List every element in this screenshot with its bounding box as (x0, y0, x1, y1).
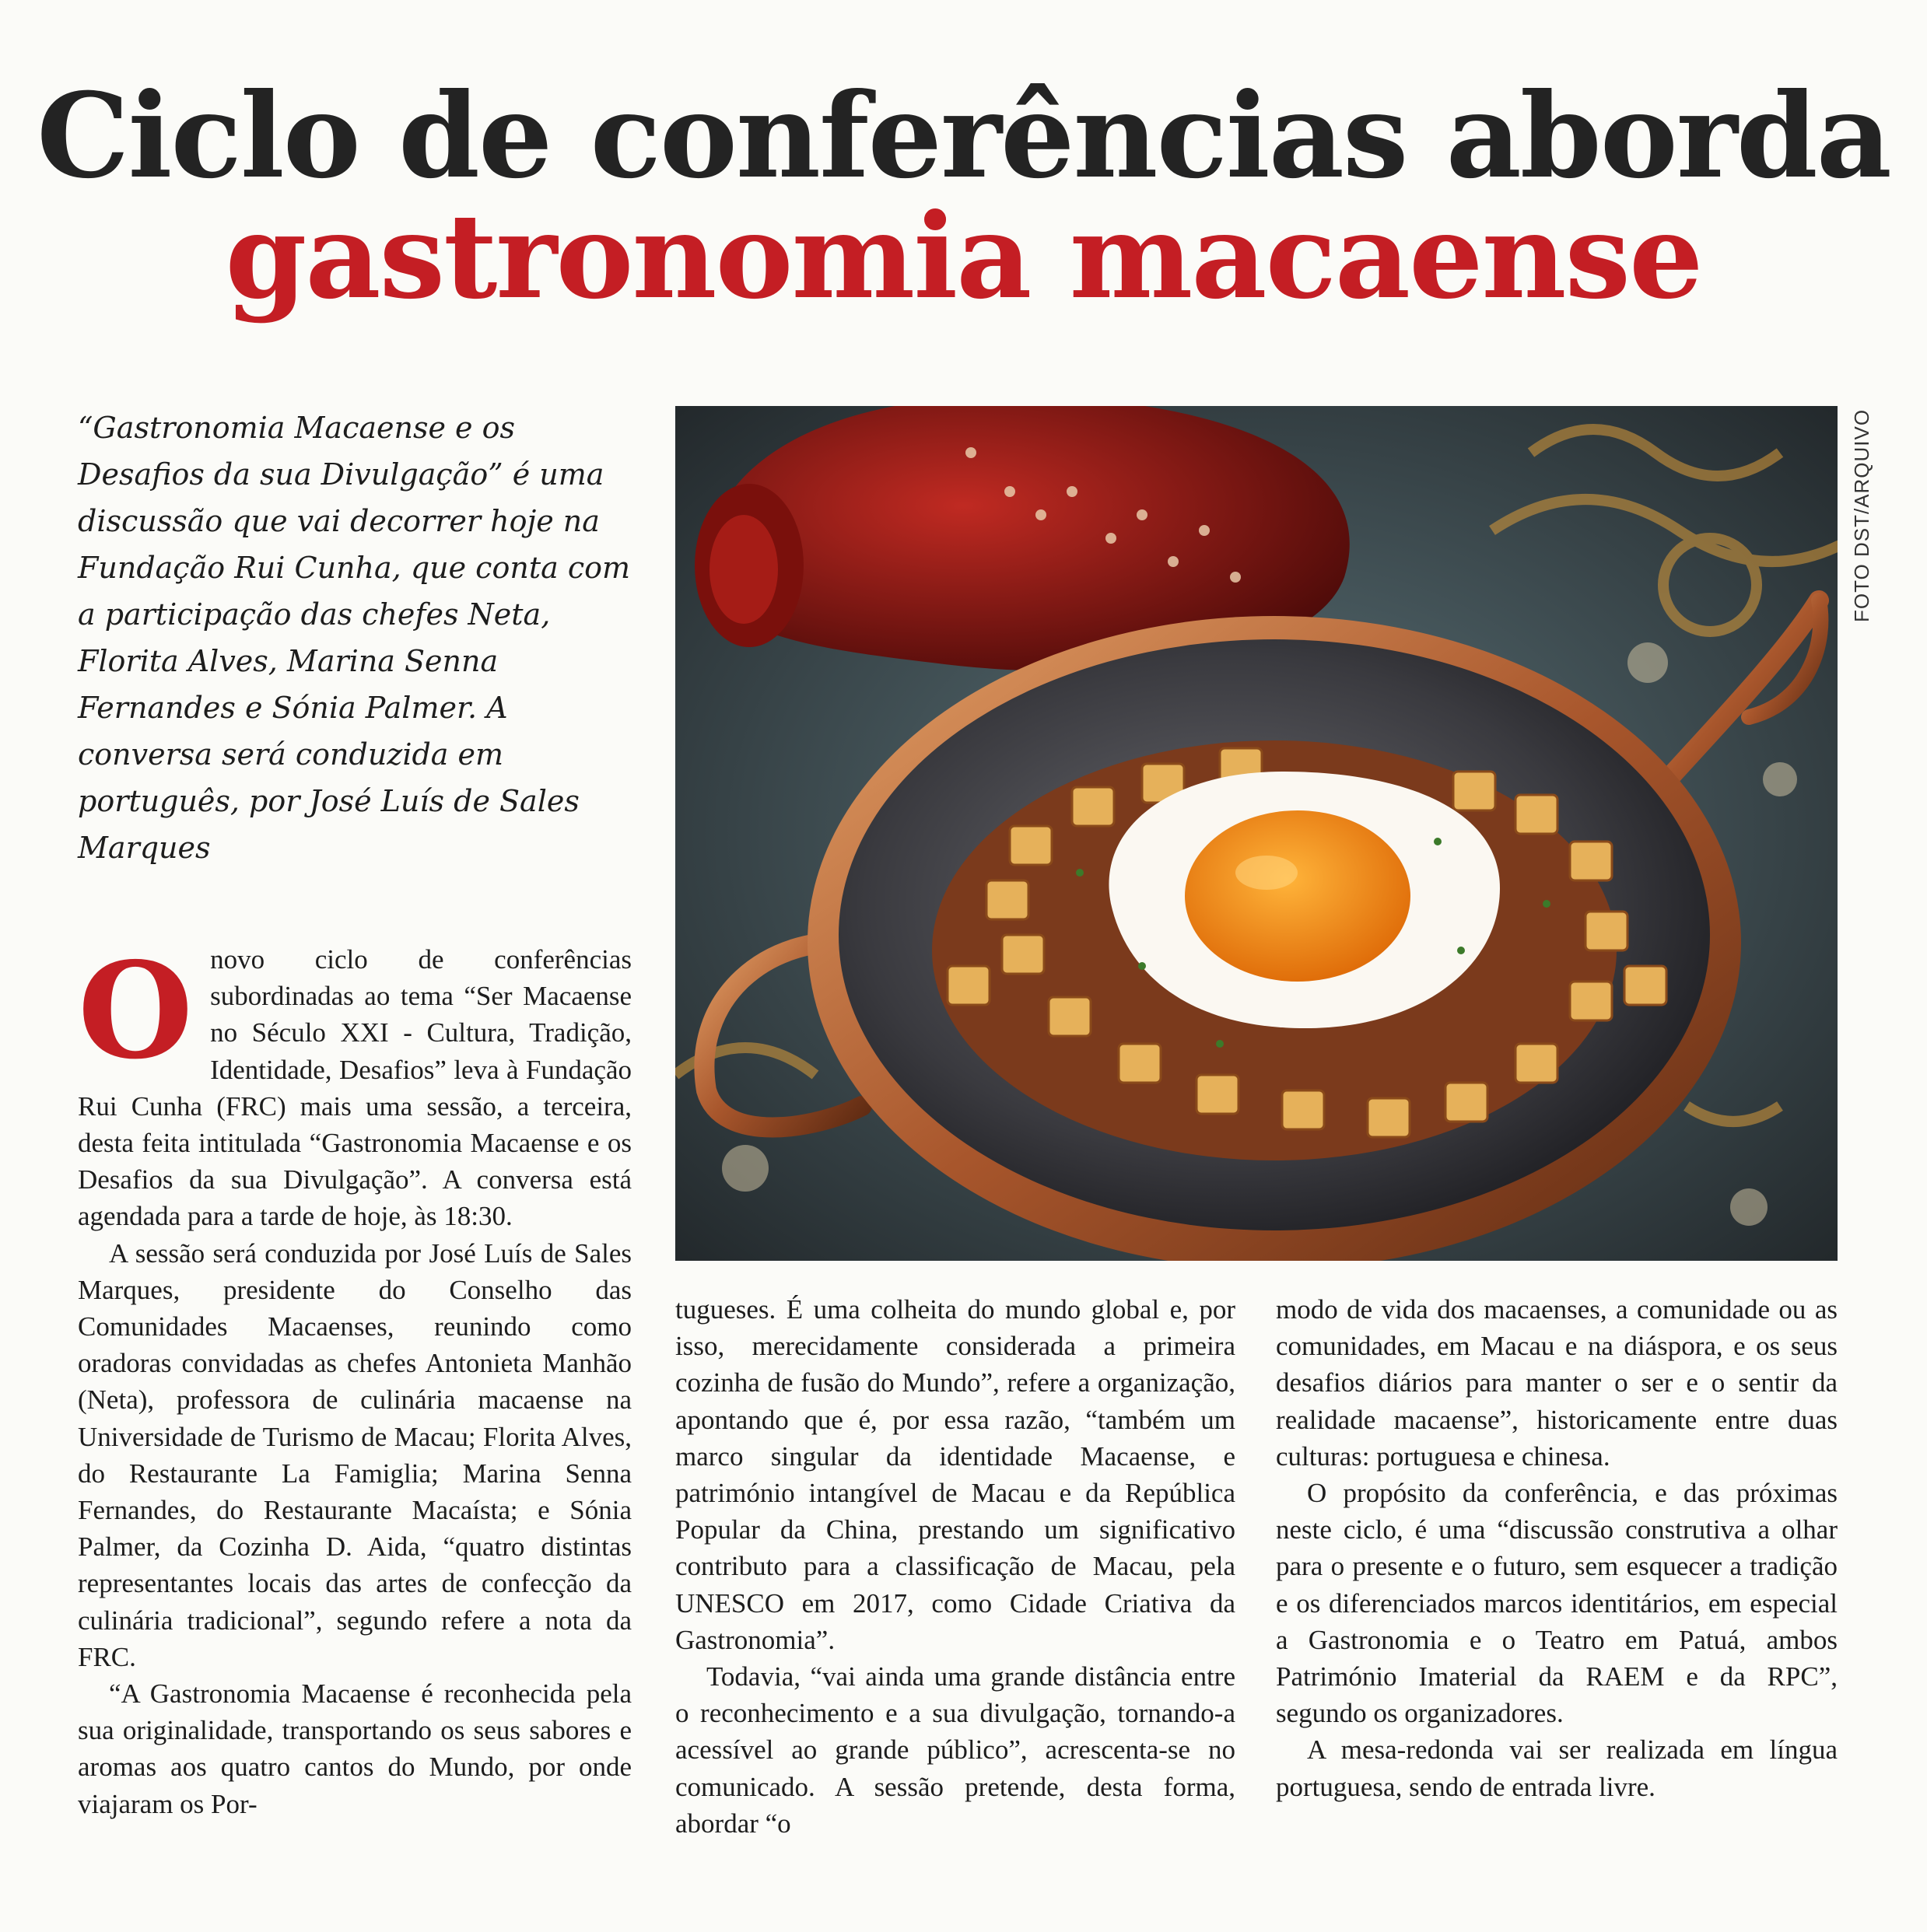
paragraph-3-part-1: “A Gastronomia Macaense é reconhecida pela sua originalidade, transportando os seus sabores e aromas aos quatro cantos do Mundo, por onde viajaram os Por- (78, 1678, 632, 1819)
article-column-1 (78, 933, 632, 1822)
food-photo-illustration (675, 406, 1838, 1261)
paragraph-5: O propósito da conferência, e das próximas neste ciclo, é uma “discussão construtiva a olhar para o presente e o futuro, sem esquecer a tradição e os diferenciados marcos identitários, em especial a Gastronomia e o Teatro em Patuá, ambos Património Imaterial da RAEM e da RPC”, segundo os organizadores. (1276, 1478, 1838, 1729)
paragraph-4-part-2: modo de vida dos macaenses, a comunidade ou as comunidades, em Macau e na diáspora, e os seus desafios diários para manter o ser e o sentir da realidade macaense”, historicamente entre duas culturas: portuguesa e chinesa. (1276, 1294, 1838, 1472)
drop-cap: O (78, 933, 194, 1089)
paragraph-1-text: novo ciclo de conferências subordinadas ao tema “Ser Macaense no Século XXI - Cultura, Tradição, Identidade, Desafios” leva à Fundação Rui Cunha (FRC) mais uma sessão, a terceira, desta feita intitulada “Gastronomia Macaense e os Desafios da sua Divulgação”. A conversa está agendada para a tarde de hoje, às 18:30. (78, 944, 632, 1232)
lead-paragraph: “Gastronomia Macaense e os Desafios da sua Divulgação” é uma discussão que vai decorrer hoje na Fundação Rui Cunha, que conta com a participação das chefes Neta, Florita Alves, Marina Senna Fernandes e Sónia Palmer. A conversa será conduzida em português, por José Luís de Sales Marques (78, 411, 631, 865)
article-column-2 (675, 1291, 1235, 1842)
paragraph-6: A mesa-redonda vai ser realizada em língua portuguesa, sendo de entrada livre. (1276, 1734, 1838, 1802)
paragraph-3-part-2: tugueses. É uma colheita do mundo global e, por isso, merecidamente considerada a primeira cozinha de fusão do Mundo”, refere a organização, apontando que é, por essa razão, “também um marco singular da identidade Macaense, e património intangível de Macau e da República Popular da China, prestando um significativo contributo para a classificação de Macau, pela UNESCO em 2017, como Cidade Criativa da Gastronomia”. (675, 1294, 1235, 1655)
headline-line-1: Ciclo de conferências aborda (37, 68, 1890, 205)
photo-credit: FOTO DST/ARQUIVO (1850, 408, 1873, 622)
paragraph-1 (78, 933, 632, 1235)
headline-line-2: gastronomia macaense (225, 188, 1702, 325)
article-column-3 (1276, 1291, 1838, 1805)
paragraph-4-part-1: Todavia, “vai ainda uma grande distância entre o reconhecimento e a sua divulgação, tornando-a acessível ao grande público”, acrescenta-se no comunicado. A sessão pretende, desta forma, abordar “o (675, 1661, 1235, 1839)
paragraph-2: A sessão será conduzida por José Luís de Sales Marques, presidente do Conselho das Comunidades Macaenses, reunindo como oradoras convidadas as chefes Antonieta Manhão (Neta), professora de culinária macaense na Universidade de Turismo de Macau; Florita Alves, do Restaurante La Famiglia; Marina Senna Fernandes, do Restaurante Macaísta; e Sónia Palmer, da Cozinha D. Aida, “quatro distintas representantes locais das artes de confecção da culinária tradicional”, segundo refere a nota da FRC. (78, 1237, 632, 1672)
food-photo (675, 406, 1838, 1261)
